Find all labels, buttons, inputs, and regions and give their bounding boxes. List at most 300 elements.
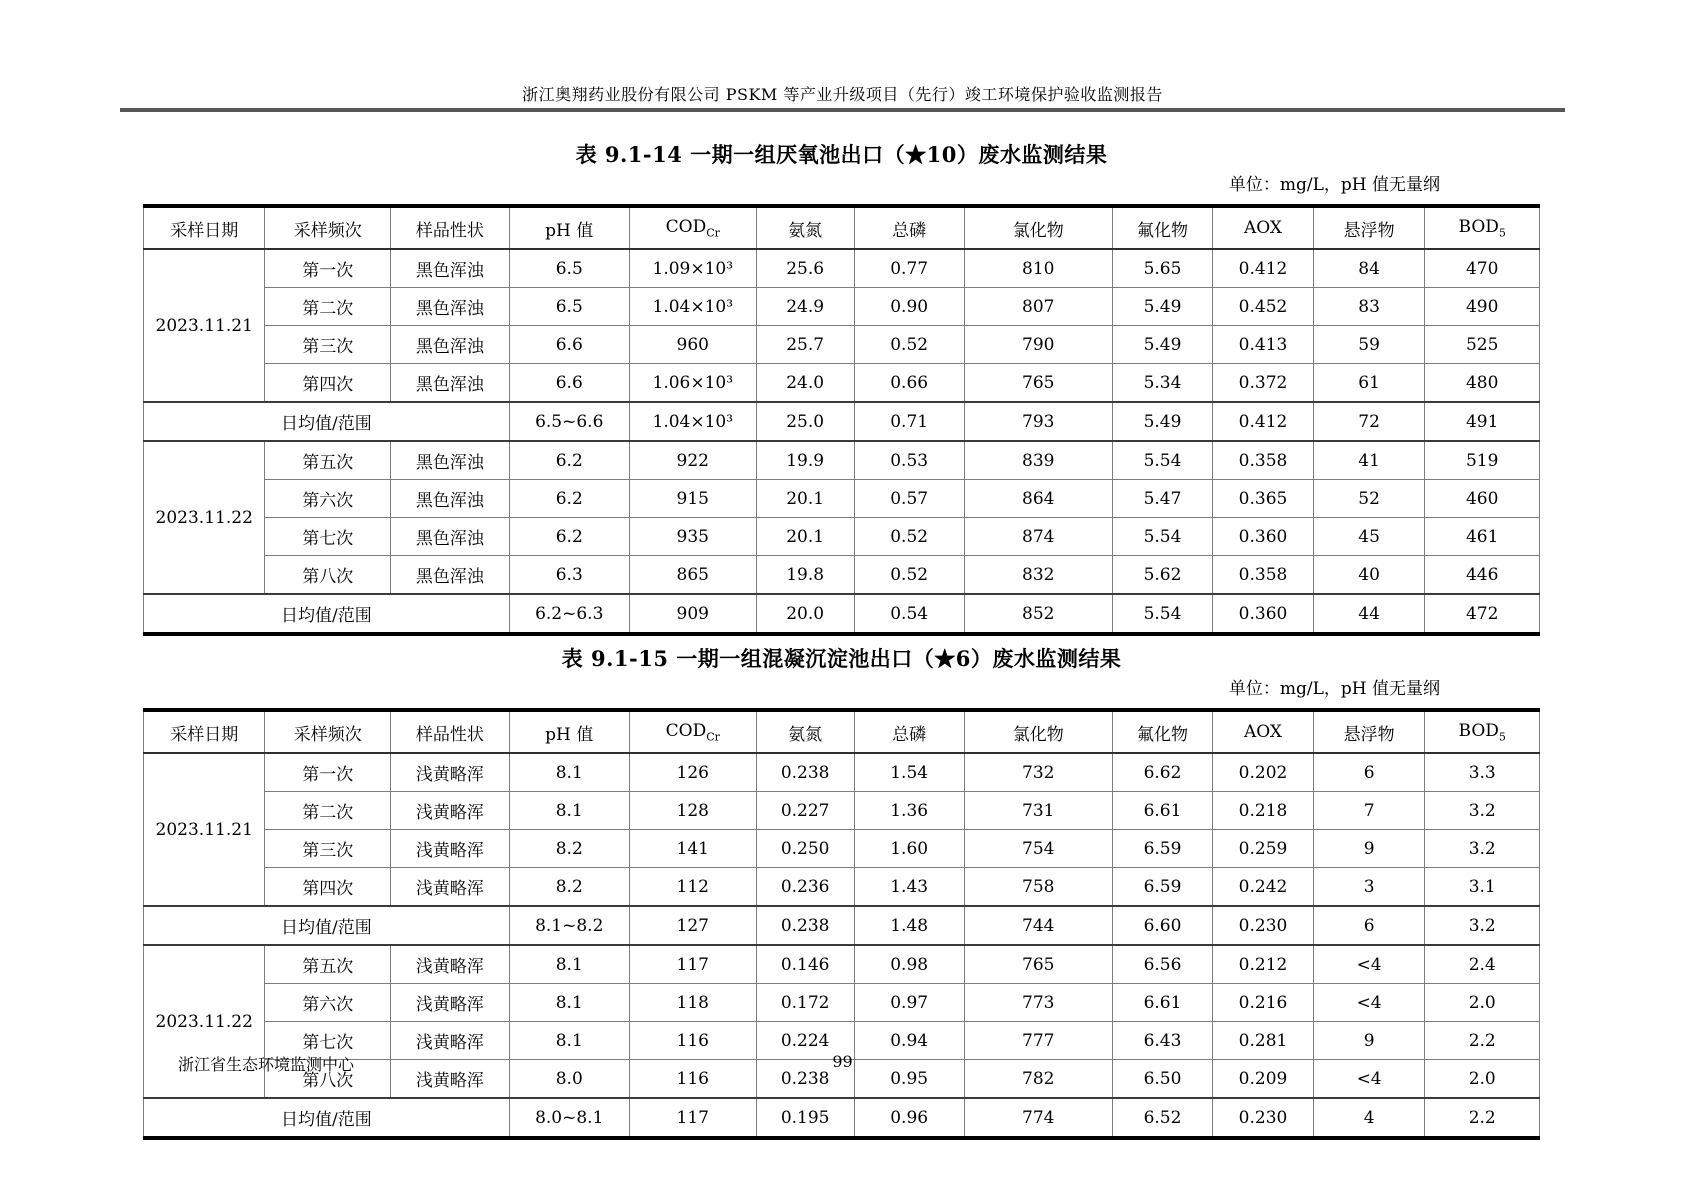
sample-frequency-cell: 第二次	[265, 792, 391, 830]
measurement-value-cell: 807	[964, 288, 1112, 326]
measurement-value-cell: 5.54	[1112, 518, 1213, 556]
monitoring-table-anaerobic-outlet	[143, 204, 1540, 636]
measurement-value-cell: 0.202	[1213, 753, 1314, 792]
measurement-value-cell: 0.281	[1213, 1022, 1314, 1060]
measurement-value-cell: 9	[1313, 830, 1425, 868]
measurement-value-cell: <4	[1313, 1060, 1425, 1099]
measurement-value-cell: 839	[964, 441, 1112, 480]
column-header	[629, 206, 756, 249]
measurement-value-cell: 41	[1313, 441, 1425, 480]
daily-average-value-cell: 4	[1313, 1098, 1425, 1138]
measurement-value-cell: 9	[1313, 1022, 1425, 1060]
column-header-label: COD	[665, 720, 707, 741]
measurement-value-cell: 461	[1425, 518, 1540, 556]
daily-average-value-cell: 127	[629, 906, 756, 945]
measurement-value-cell: 5.62	[1112, 556, 1213, 595]
column-header-label: 悬浮物	[1343, 724, 1395, 745]
column-header-subscript: Cr	[706, 226, 720, 240]
measurement-value-cell: 6.2	[509, 518, 629, 556]
sample-date-cell: 2023.11.22	[144, 441, 265, 594]
measurement-value-cell: 0.57	[854, 480, 964, 518]
measurement-value-cell: 黑色浑浊	[391, 288, 510, 326]
measurement-value-cell: 865	[629, 556, 756, 595]
measurement-value-cell: 0.97	[854, 984, 964, 1022]
column-header	[756, 710, 854, 753]
measurement-value-cell: 0.250	[756, 830, 854, 868]
column-header	[1313, 710, 1425, 753]
report-header-title: 浙江奥翔药业股份有限公司 PSKM 等产业升级项目（先行）竣工环境保护验收监测报告	[522, 85, 1163, 104]
column-header-label: 总磷	[892, 724, 927, 745]
page-number: 99	[832, 1052, 853, 1071]
daily-average-value-cell: 5.54	[1112, 594, 1213, 634]
sample-frequency-cell: 第六次	[265, 480, 391, 518]
measurement-value-cell: 1.60	[854, 830, 964, 868]
sample-frequency-cell: 第四次	[265, 364, 391, 403]
measurement-value-cell: 19.8	[756, 556, 854, 595]
measurement-value-cell: 0.358	[1213, 441, 1314, 480]
daily-average-value-cell: 909	[629, 594, 756, 634]
monitoring-table-coagulation-outlet	[143, 708, 1540, 1140]
measurement-value-cell: 0.52	[854, 326, 964, 364]
daily-average-value-cell: 0.230	[1213, 1098, 1314, 1138]
daily-average-value-cell: 472	[1425, 594, 1540, 634]
sample-frequency-cell: 第四次	[265, 868, 391, 907]
measurement-value-cell: 8.1	[509, 753, 629, 792]
column-header	[1112, 206, 1213, 249]
sample-date-cell: 2023.11.21	[144, 249, 265, 402]
measurement-value-cell: 0.372	[1213, 364, 1314, 403]
measurement-value-cell: 117	[629, 945, 756, 984]
daily-average-value-cell: 0.238	[756, 906, 854, 945]
header-row	[144, 710, 1540, 753]
measurement-value-cell: 8.0	[509, 1060, 629, 1099]
measurement-value-cell: 460	[1425, 480, 1540, 518]
daily-average-value-cell: 6	[1313, 906, 1425, 945]
daily-average-value-cell: 72	[1313, 402, 1425, 441]
measurement-value-cell: 922	[629, 441, 756, 480]
measurement-value-cell: 6.2	[509, 480, 629, 518]
measurement-value-cell: 0.360	[1213, 518, 1314, 556]
column-header	[629, 710, 756, 753]
measurement-value-cell: 446	[1425, 556, 1540, 595]
sample-row	[144, 441, 1540, 480]
daily-average-value-cell: 20.0	[756, 594, 854, 634]
daily-average-value-cell: 6.52	[1112, 1098, 1213, 1138]
column-header	[265, 206, 391, 249]
measurement-value-cell: 2.0	[1425, 1060, 1540, 1099]
measurement-value-cell: 5.49	[1112, 326, 1213, 364]
sample-frequency-cell: 第五次	[265, 945, 391, 984]
sample-frequency-cell: 第三次	[265, 830, 391, 868]
daily-average-row	[144, 906, 1540, 945]
measurement-value-cell: 6.61	[1112, 792, 1213, 830]
measurement-value-cell: 黑色浑浊	[391, 556, 510, 595]
measurement-value-cell: 790	[964, 326, 1112, 364]
sample-frequency-cell: 第一次	[265, 753, 391, 792]
daily-average-value-cell: 8.0~8.1	[509, 1098, 629, 1138]
column-header	[144, 710, 265, 753]
daily-average-value-cell: 6.60	[1112, 906, 1213, 945]
sample-frequency-cell: 第三次	[265, 326, 391, 364]
measurement-value-cell: 810	[964, 249, 1112, 288]
measurement-value-cell: 832	[964, 556, 1112, 595]
measurement-value-cell: 525	[1425, 326, 1540, 364]
header-divider-rule	[120, 108, 1565, 112]
daily-average-value-cell: 0.54	[854, 594, 964, 634]
column-header	[854, 710, 964, 753]
measurement-value-cell: 0.66	[854, 364, 964, 403]
daily-average-label: 日均值/范围	[144, 402, 510, 441]
sample-row	[144, 792, 1540, 830]
measurement-value-cell: 480	[1425, 364, 1540, 403]
daily-average-value-cell: 6.2~6.3	[509, 594, 629, 634]
measurement-value-cell: 25.7	[756, 326, 854, 364]
sample-row	[144, 364, 1540, 403]
daily-average-row	[144, 1098, 1540, 1138]
measurement-value-cell: 0.53	[854, 441, 964, 480]
measurement-value-cell: 118	[629, 984, 756, 1022]
measurement-value-cell: 5.54	[1112, 441, 1213, 480]
column-header	[391, 710, 510, 753]
measurement-value-cell: 6.50	[1112, 1060, 1213, 1099]
column-header-label: 氯化物	[1012, 724, 1064, 745]
measurement-value-cell: 7	[1313, 792, 1425, 830]
column-header-label: BOD	[1458, 720, 1499, 741]
measurement-value-cell: 2.2	[1425, 1022, 1540, 1060]
daily-average-value-cell: 25.0	[756, 402, 854, 441]
measurement-value-cell: 5.47	[1112, 480, 1213, 518]
measurement-value-cell: 0.412	[1213, 249, 1314, 288]
measurement-value-cell: 52	[1313, 480, 1425, 518]
column-header-label: 氟化物	[1137, 220, 1189, 241]
column-header-label: 悬浮物	[1343, 220, 1395, 241]
measurement-value-cell: 45	[1313, 518, 1425, 556]
column-header-label: 采样日期	[170, 724, 239, 745]
table-1-title: 表 9.1-14 一期一组厌氧池出口（★10）废水监测结果	[575, 142, 1108, 167]
column-header	[1425, 710, 1540, 753]
column-header	[964, 206, 1112, 249]
sample-row	[144, 288, 1540, 326]
column-header	[144, 206, 265, 249]
column-header-label: COD	[665, 216, 707, 237]
measurement-value-cell: 0.52	[854, 556, 964, 595]
column-header-label: 样品性状	[415, 220, 484, 241]
daily-average-value-cell: 117	[629, 1098, 756, 1138]
measurement-value-cell: 1.54	[854, 753, 964, 792]
sample-frequency-cell: 第七次	[265, 1022, 391, 1060]
daily-average-value-cell: 0.96	[854, 1098, 964, 1138]
daily-average-value-cell: 44	[1313, 594, 1425, 634]
measurement-value-cell: 24.0	[756, 364, 854, 403]
measurement-value-cell: 5.49	[1112, 288, 1213, 326]
measurement-value-cell: 732	[964, 753, 1112, 792]
sample-frequency-cell: 第七次	[265, 518, 391, 556]
measurement-value-cell: 浅黄略浑	[391, 1022, 510, 1060]
measurement-value-cell: 2.0	[1425, 984, 1540, 1022]
daily-average-value-cell: 774	[964, 1098, 1112, 1138]
measurement-value-cell: 116	[629, 1022, 756, 1060]
column-header-label: pH 值	[545, 724, 594, 745]
sample-frequency-cell: 第八次	[265, 556, 391, 595]
column-header-label: 样品性状	[415, 724, 484, 745]
sample-row	[144, 556, 1540, 595]
measurement-value-cell: 0.90	[854, 288, 964, 326]
footer-organization: 浙江省生态环境监测中心	[178, 1055, 355, 1074]
measurement-value-cell: 8.1	[509, 1022, 629, 1060]
daily-average-value-cell: 0.412	[1213, 402, 1314, 441]
measurement-value-cell: 777	[964, 1022, 1112, 1060]
sample-frequency-cell: 第五次	[265, 441, 391, 480]
column-header	[1213, 206, 1314, 249]
column-header	[756, 206, 854, 249]
measurement-value-cell: 731	[964, 792, 1112, 830]
measurement-value-cell: 6.43	[1112, 1022, 1213, 1060]
column-header-subscript: 5	[1498, 730, 1506, 744]
measurement-value-cell: 6	[1313, 753, 1425, 792]
column-header	[854, 206, 964, 249]
column-header	[1313, 206, 1425, 249]
column-header	[1112, 710, 1213, 753]
measurement-value-cell: 浅黄略浑	[391, 1060, 510, 1099]
measurement-value-cell: 126	[629, 753, 756, 792]
measurement-value-cell: 0.94	[854, 1022, 964, 1060]
daily-average-value-cell: 5.49	[1112, 402, 1213, 441]
measurement-value-cell: 浅黄略浑	[391, 868, 510, 907]
measurement-value-cell: 6.56	[1112, 945, 1213, 984]
measurement-value-cell: 0.227	[756, 792, 854, 830]
measurement-value-cell: 0.98	[854, 945, 964, 984]
measurement-value-cell: 浅黄略浑	[391, 945, 510, 984]
column-header	[1425, 206, 1540, 249]
measurement-value-cell: 浅黄略浑	[391, 984, 510, 1022]
measurement-value-cell: 0.238	[756, 1060, 854, 1099]
measurement-value-cell: 141	[629, 830, 756, 868]
measurement-value-cell: 6.5	[509, 249, 629, 288]
daily-average-label: 日均值/范围	[144, 906, 510, 945]
measurement-value-cell: 0.358	[1213, 556, 1314, 595]
column-header-label: BOD	[1458, 216, 1499, 237]
column-header	[509, 710, 629, 753]
sample-date-cell: 2023.11.22	[144, 945, 265, 1098]
sample-row	[144, 480, 1540, 518]
daily-average-row	[144, 402, 1540, 441]
sample-frequency-cell: 第一次	[265, 249, 391, 288]
sample-row	[144, 518, 1540, 556]
daily-average-value-cell: 3.2	[1425, 906, 1540, 945]
column-header	[391, 206, 510, 249]
column-header-label: 采样日期	[170, 220, 239, 241]
measurement-value-cell: 754	[964, 830, 1112, 868]
measurement-value-cell: 1.36	[854, 792, 964, 830]
measurement-value-cell: 0.365	[1213, 480, 1314, 518]
measurement-value-cell: 1.04×10³	[629, 288, 756, 326]
measurement-value-cell: 470	[1425, 249, 1540, 288]
daily-average-value-cell: 2.2	[1425, 1098, 1540, 1138]
sample-frequency-cell: 第六次	[265, 984, 391, 1022]
column-header-label: 氟化物	[1137, 724, 1189, 745]
measurement-value-cell: 1.06×10³	[629, 364, 756, 403]
sample-row	[144, 945, 1540, 984]
measurement-value-cell: 40	[1313, 556, 1425, 595]
measurement-value-cell: 758	[964, 868, 1112, 907]
column-header	[964, 710, 1112, 753]
measurement-value-cell: 61	[1313, 364, 1425, 403]
measurement-value-cell: 浅黄略浑	[391, 830, 510, 868]
measurement-value-cell: 773	[964, 984, 1112, 1022]
measurement-value-cell: 8.2	[509, 830, 629, 868]
measurement-value-cell: 874	[964, 518, 1112, 556]
daily-average-value-cell: 793	[964, 402, 1112, 441]
daily-average-label: 日均值/范围	[144, 594, 510, 634]
measurement-value-cell: 765	[964, 945, 1112, 984]
table-1-unit-note: 单位：mg/L，pH 值无量纲	[1228, 175, 1440, 195]
daily-average-value-cell: 0.230	[1213, 906, 1314, 945]
sample-row	[144, 326, 1540, 364]
measurement-value-cell: 0.209	[1213, 1060, 1314, 1099]
measurement-value-cell: 3.3	[1425, 753, 1540, 792]
page-content	[143, 140, 1540, 1140]
column-header-label: 氯化物	[1012, 220, 1064, 241]
measurement-value-cell: 84	[1313, 249, 1425, 288]
measurement-value-cell: 0.77	[854, 249, 964, 288]
measurement-value-cell: 3.2	[1425, 830, 1540, 868]
measurement-value-cell: 864	[964, 480, 1112, 518]
measurement-value-cell: 112	[629, 868, 756, 907]
sample-frequency-cell: 第八次	[265, 1060, 391, 1099]
column-header-label: AOX	[1244, 722, 1283, 742]
daily-average-value-cell: 744	[964, 906, 1112, 945]
column-header	[1213, 710, 1314, 753]
column-header-label: pH 值	[545, 220, 594, 241]
daily-average-label: 日均值/范围	[144, 1098, 510, 1138]
measurement-value-cell: 3.1	[1425, 868, 1540, 907]
measurement-value-cell: 6.6	[509, 326, 629, 364]
daily-average-value-cell: 852	[964, 594, 1112, 634]
measurement-value-cell: 83	[1313, 288, 1425, 326]
measurement-value-cell: 0.212	[1213, 945, 1314, 984]
column-header	[265, 710, 391, 753]
measurement-value-cell: 20.1	[756, 480, 854, 518]
sample-row	[144, 984, 1540, 1022]
measurement-value-cell: 116	[629, 1060, 756, 1099]
sample-row	[144, 830, 1540, 868]
table-2-unit-note: 单位：mg/L，pH 值无量纲	[1228, 679, 1440, 699]
measurement-value-cell: 765	[964, 364, 1112, 403]
measurement-value-cell: 黑色浑浊	[391, 441, 510, 480]
measurement-value-cell: 490	[1425, 288, 1540, 326]
measurement-value-cell: 6.2	[509, 441, 629, 480]
column-header-label: 氨氮	[788, 724, 823, 745]
measurement-value-cell: 519	[1425, 441, 1540, 480]
measurement-value-cell: 20.1	[756, 518, 854, 556]
measurement-value-cell: 0.236	[756, 868, 854, 907]
column-header-label: AOX	[1244, 218, 1283, 238]
measurement-value-cell: 8.1	[509, 945, 629, 984]
measurement-value-cell: 3	[1313, 868, 1425, 907]
measurement-value-cell: 3.2	[1425, 792, 1540, 830]
measurement-value-cell: 0.146	[756, 945, 854, 984]
measurement-value-cell: 0.238	[756, 753, 854, 792]
measurement-value-cell: <4	[1313, 945, 1425, 984]
measurement-value-cell: 0.172	[756, 984, 854, 1022]
measurement-value-cell: 5.34	[1112, 364, 1213, 403]
measurement-value-cell: 19.9	[756, 441, 854, 480]
measurement-value-cell: 黑色浑浊	[391, 249, 510, 288]
table-2-title: 表 9.1-15 一期一组混凝沉淀池出口（★6）废水监测结果	[561, 646, 1122, 671]
column-header-label: 总磷	[892, 220, 927, 241]
measurement-value-cell: 黑色浑浊	[391, 326, 510, 364]
header-row	[144, 206, 1540, 249]
sample-row	[144, 753, 1540, 792]
daily-average-value-cell: 0.71	[854, 402, 964, 441]
measurement-value-cell: 0.95	[854, 1060, 964, 1099]
measurement-value-cell: 0.259	[1213, 830, 1314, 868]
measurement-value-cell: 6.61	[1112, 984, 1213, 1022]
measurement-value-cell: 8.2	[509, 868, 629, 907]
measurement-value-cell: 6.3	[509, 556, 629, 595]
measurement-value-cell: 2.4	[1425, 945, 1540, 984]
measurement-value-cell: 0.242	[1213, 868, 1314, 907]
measurement-value-cell: 8.1	[509, 792, 629, 830]
measurement-value-cell: 8.1	[509, 984, 629, 1022]
measurement-value-cell: 6.6	[509, 364, 629, 403]
column-header-subscript: Cr	[706, 730, 720, 744]
measurement-value-cell: 浅黄略浑	[391, 753, 510, 792]
column-header-label: 氨氮	[788, 220, 823, 241]
measurement-value-cell: 935	[629, 518, 756, 556]
measurement-value-cell: <4	[1313, 984, 1425, 1022]
sample-row	[144, 868, 1540, 907]
daily-average-value-cell: 0.195	[756, 1098, 854, 1138]
daily-average-value-cell: 0.360	[1213, 594, 1314, 634]
daily-average-value-cell: 491	[1425, 402, 1540, 441]
daily-average-value-cell: 1.04×10³	[629, 402, 756, 441]
daily-average-value-cell: 8.1~8.2	[509, 906, 629, 945]
measurement-value-cell: 6.59	[1112, 830, 1213, 868]
column-header	[509, 206, 629, 249]
measurement-value-cell: 6.62	[1112, 753, 1213, 792]
measurement-value-cell: 25.6	[756, 249, 854, 288]
sample-frequency-cell: 第二次	[265, 288, 391, 326]
measurement-value-cell: 24.9	[756, 288, 854, 326]
measurement-value-cell: 915	[629, 480, 756, 518]
measurement-value-cell: 6.59	[1112, 868, 1213, 907]
measurement-value-cell: 5.65	[1112, 249, 1213, 288]
measurement-value-cell: 0.216	[1213, 984, 1314, 1022]
measurement-value-cell: 6.5	[509, 288, 629, 326]
measurement-value-cell: 浅黄略浑	[391, 792, 510, 830]
daily-average-row	[144, 594, 1540, 634]
measurement-value-cell: 0.52	[854, 518, 964, 556]
measurement-value-cell: 1.43	[854, 868, 964, 907]
measurement-value-cell: 128	[629, 792, 756, 830]
measurement-value-cell: 黑色浑浊	[391, 480, 510, 518]
sample-date-cell: 2023.11.21	[144, 753, 265, 906]
measurement-value-cell: 960	[629, 326, 756, 364]
measurement-value-cell: 59	[1313, 326, 1425, 364]
measurement-value-cell: 0.413	[1213, 326, 1314, 364]
measurement-value-cell: 黑色浑浊	[391, 364, 510, 403]
measurement-value-cell: 0.224	[756, 1022, 854, 1060]
column-header-label: 采样频次	[293, 724, 362, 745]
daily-average-value-cell: 6.5~6.6	[509, 402, 629, 441]
sample-row	[144, 249, 1540, 288]
measurement-value-cell: 1.09×10³	[629, 249, 756, 288]
measurement-value-cell: 黑色浑浊	[391, 518, 510, 556]
measurement-value-cell: 0.218	[1213, 792, 1314, 830]
measurement-value-cell: 0.452	[1213, 288, 1314, 326]
daily-average-value-cell: 1.48	[854, 906, 964, 945]
